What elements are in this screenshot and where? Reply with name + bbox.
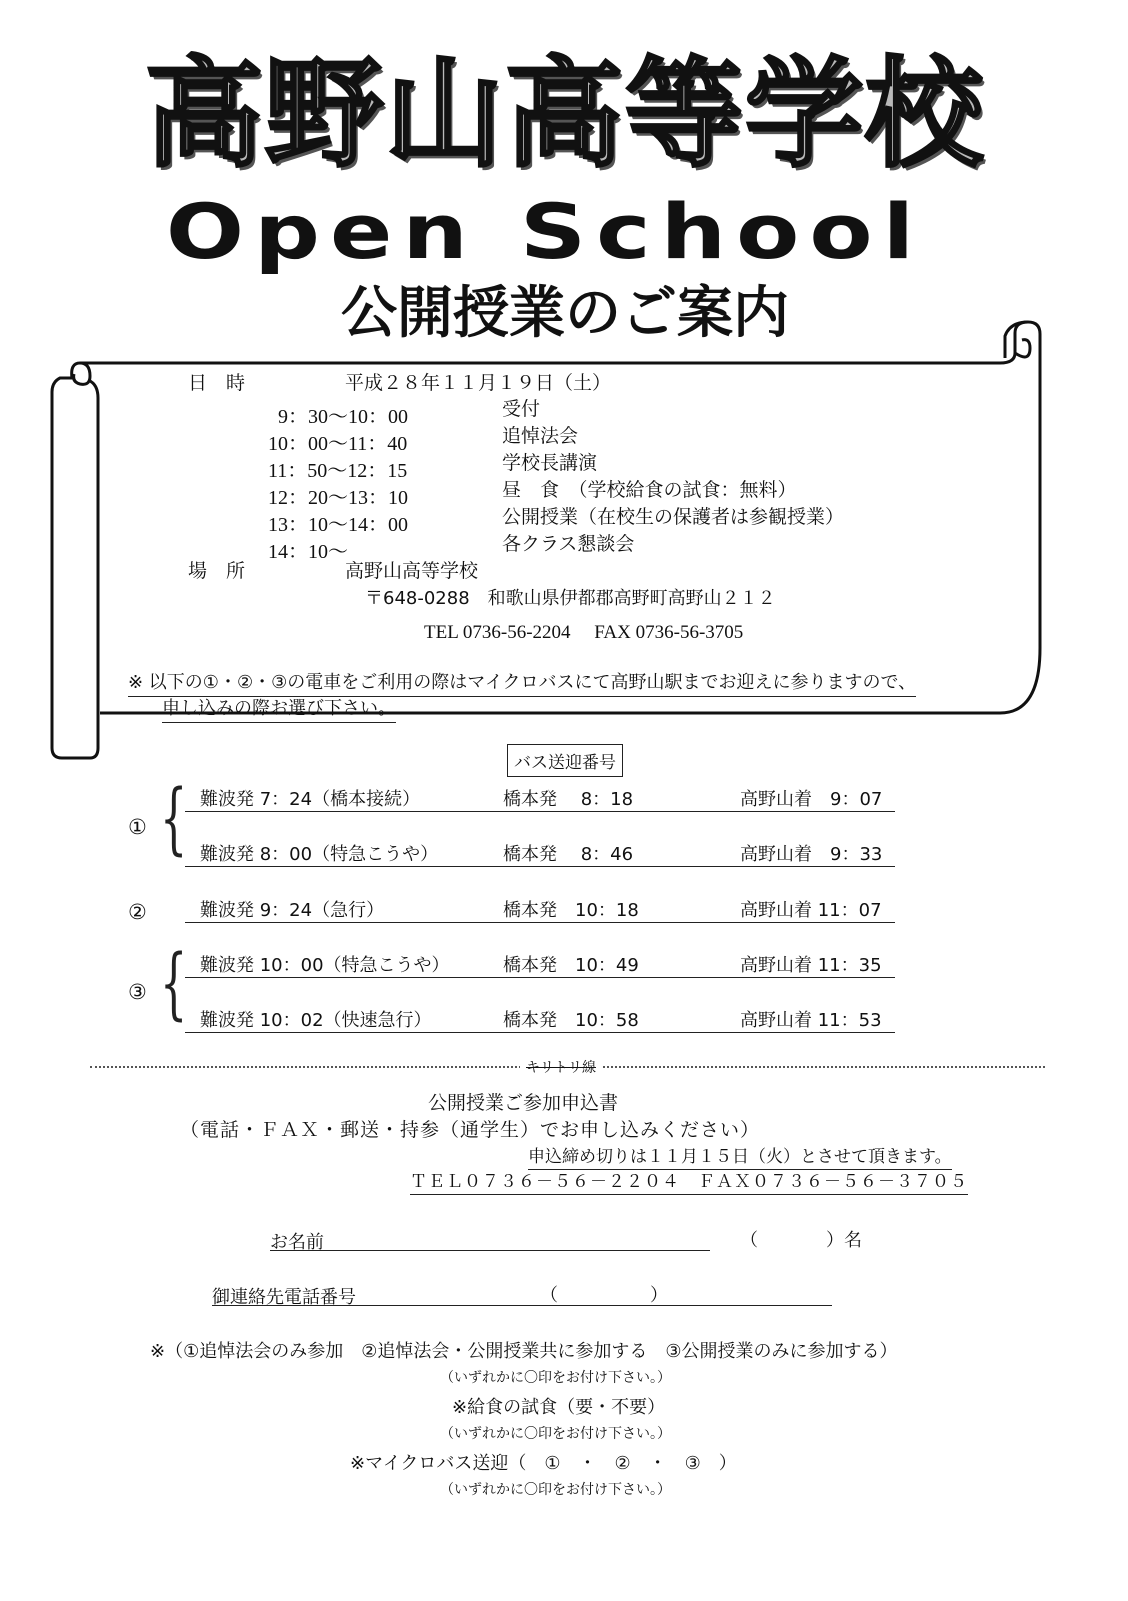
place-value: 高野山高等学校 bbox=[345, 560, 479, 582]
form-deadline: 申込締め切りは１１月１５日（火）とさせて頂きます。 bbox=[528, 1142, 952, 1170]
schedule-time: 10：00～11：40 bbox=[268, 433, 408, 455]
date-value: 平成２８年１１月１９日（土） bbox=[345, 372, 612, 394]
schedule-event: 追悼法会 bbox=[502, 425, 579, 447]
train-row bbox=[185, 896, 895, 923]
schedule-time: 9：30～10：00 bbox=[278, 406, 408, 428]
train-depart: 難波発 7：24（橋本接続） bbox=[200, 789, 421, 810]
form-title: 公開授業ご参加申込書 bbox=[428, 1092, 619, 1114]
bus-choice-options[interactable]: ※マイクロバス送迎（ ① ・ ② ・ ③ ） bbox=[350, 1453, 737, 1474]
train-arrive: 高野山着 11：53 bbox=[740, 1010, 882, 1031]
bus-group-number: ② bbox=[128, 900, 147, 924]
brace-icon: { bbox=[160, 939, 188, 1029]
train-via: 橋本発 10：49 bbox=[503, 955, 639, 976]
contact-numbers: TEL 0736-56-2204 FAX 0736-56-3705 bbox=[424, 622, 744, 643]
schedule-event: 公開授業（在校生の保護者は参観授業） bbox=[502, 506, 845, 528]
phone-label: 御連絡先電話番号 bbox=[212, 1287, 356, 1308]
count-suffix: ）名 bbox=[826, 1230, 862, 1251]
count-input[interactable] bbox=[760, 1222, 820, 1248]
train-arrive: 高野山着 11：35 bbox=[740, 955, 882, 976]
phone-close: ） bbox=[650, 1285, 668, 1306]
bus-note-line2: 申し込みの際お選び下さい。 bbox=[162, 694, 396, 723]
count-open: （ bbox=[740, 1230, 758, 1251]
schedule-time: 14：10～ bbox=[268, 541, 348, 563]
form-methods: （電話・ＦＡＸ・郵送・持参（通学生）でお申し込みください） bbox=[180, 1119, 761, 1141]
schedule-event: 各クラス懇談会 bbox=[502, 533, 635, 555]
train-arrive: 高野山着 9：33 bbox=[740, 844, 883, 865]
phone-open: （ bbox=[540, 1285, 558, 1306]
address: 〒648-0288 和歌山県伊都郡高野町高野山２１２ bbox=[365, 588, 776, 609]
bus-note-line1: ※ 以下の①・②・③の電車をご利用の際はマイクロバスにて高野山駅までお迎えに参りますので、 bbox=[128, 668, 916, 697]
schedule-time: 12：20～13：10 bbox=[268, 487, 408, 509]
train-depart: 難波発 10：02（快速急行） bbox=[200, 1010, 432, 1031]
circle-instruction: （いずれかに〇印をお付け下さい。） bbox=[440, 1482, 671, 1498]
train-via: 橋本発 10：18 bbox=[503, 900, 639, 921]
train-depart: 難波発 9：24（急行） bbox=[200, 900, 385, 921]
train-depart: 難波発 10：00（特急こうや） bbox=[200, 955, 450, 976]
schedule-event: 受付 bbox=[502, 398, 541, 420]
train-via: 橋本発 10：58 bbox=[503, 1010, 639, 1031]
form-contact: ＴＥＬ０７３６－５６－２２０４ ＦＡＸ０７３６－５６－３７０５ bbox=[410, 1167, 968, 1195]
train-row bbox=[185, 840, 895, 867]
train-row bbox=[185, 951, 895, 978]
subtitle: 公開授業のご案内 bbox=[341, 281, 789, 346]
train-depart: 難波発 8：00（特急こうや） bbox=[200, 844, 439, 865]
place-label: 場 所 bbox=[188, 560, 246, 582]
open-school-title: Open School bbox=[165, 188, 925, 277]
meal-options[interactable]: ※給食の試食（要・不要） bbox=[452, 1397, 666, 1418]
train-row bbox=[185, 785, 895, 812]
schedule-time: 11：50～12：15 bbox=[268, 460, 408, 482]
circle-instruction: （いずれかに〇印をお付け下さい。） bbox=[440, 1370, 671, 1386]
schedule-time: 13：10～14：00 bbox=[268, 514, 408, 536]
phone-input[interactable] bbox=[212, 1305, 832, 1306]
date-label: 日 時 bbox=[188, 372, 246, 394]
train-via: 橋本発 8：46 bbox=[503, 844, 634, 865]
train-arrive: 高野山着 9：07 bbox=[740, 789, 883, 810]
participation-options[interactable]: ※（①追悼法会のみ参加 ②追悼法会・公開授業共に参加する ③公開授業のみに参加する） bbox=[150, 1341, 898, 1362]
name-label: お名前 bbox=[270, 1232, 324, 1253]
circle-instruction: （いずれかに〇印をお付け下さい。） bbox=[440, 1426, 671, 1442]
brace-icon: { bbox=[160, 774, 188, 864]
cut-line-label: キリトリ線 bbox=[520, 1057, 602, 1077]
train-arrive: 高野山着 11：07 bbox=[740, 900, 882, 921]
schedule-event: 昼 食 （学校給食の試食：無料） bbox=[502, 479, 797, 501]
bus-group-number: ③ bbox=[128, 980, 147, 1004]
train-row bbox=[185, 1006, 895, 1033]
train-via: 橋本発 8：18 bbox=[503, 789, 634, 810]
school-name-title: 高野山高等学校 bbox=[144, 44, 985, 183]
schedule-event: 学校長講演 bbox=[502, 452, 598, 474]
bus-group-number: ① bbox=[128, 815, 147, 839]
name-input[interactable] bbox=[270, 1250, 710, 1251]
bus-number-label: バス送迎番号 bbox=[507, 744, 623, 777]
